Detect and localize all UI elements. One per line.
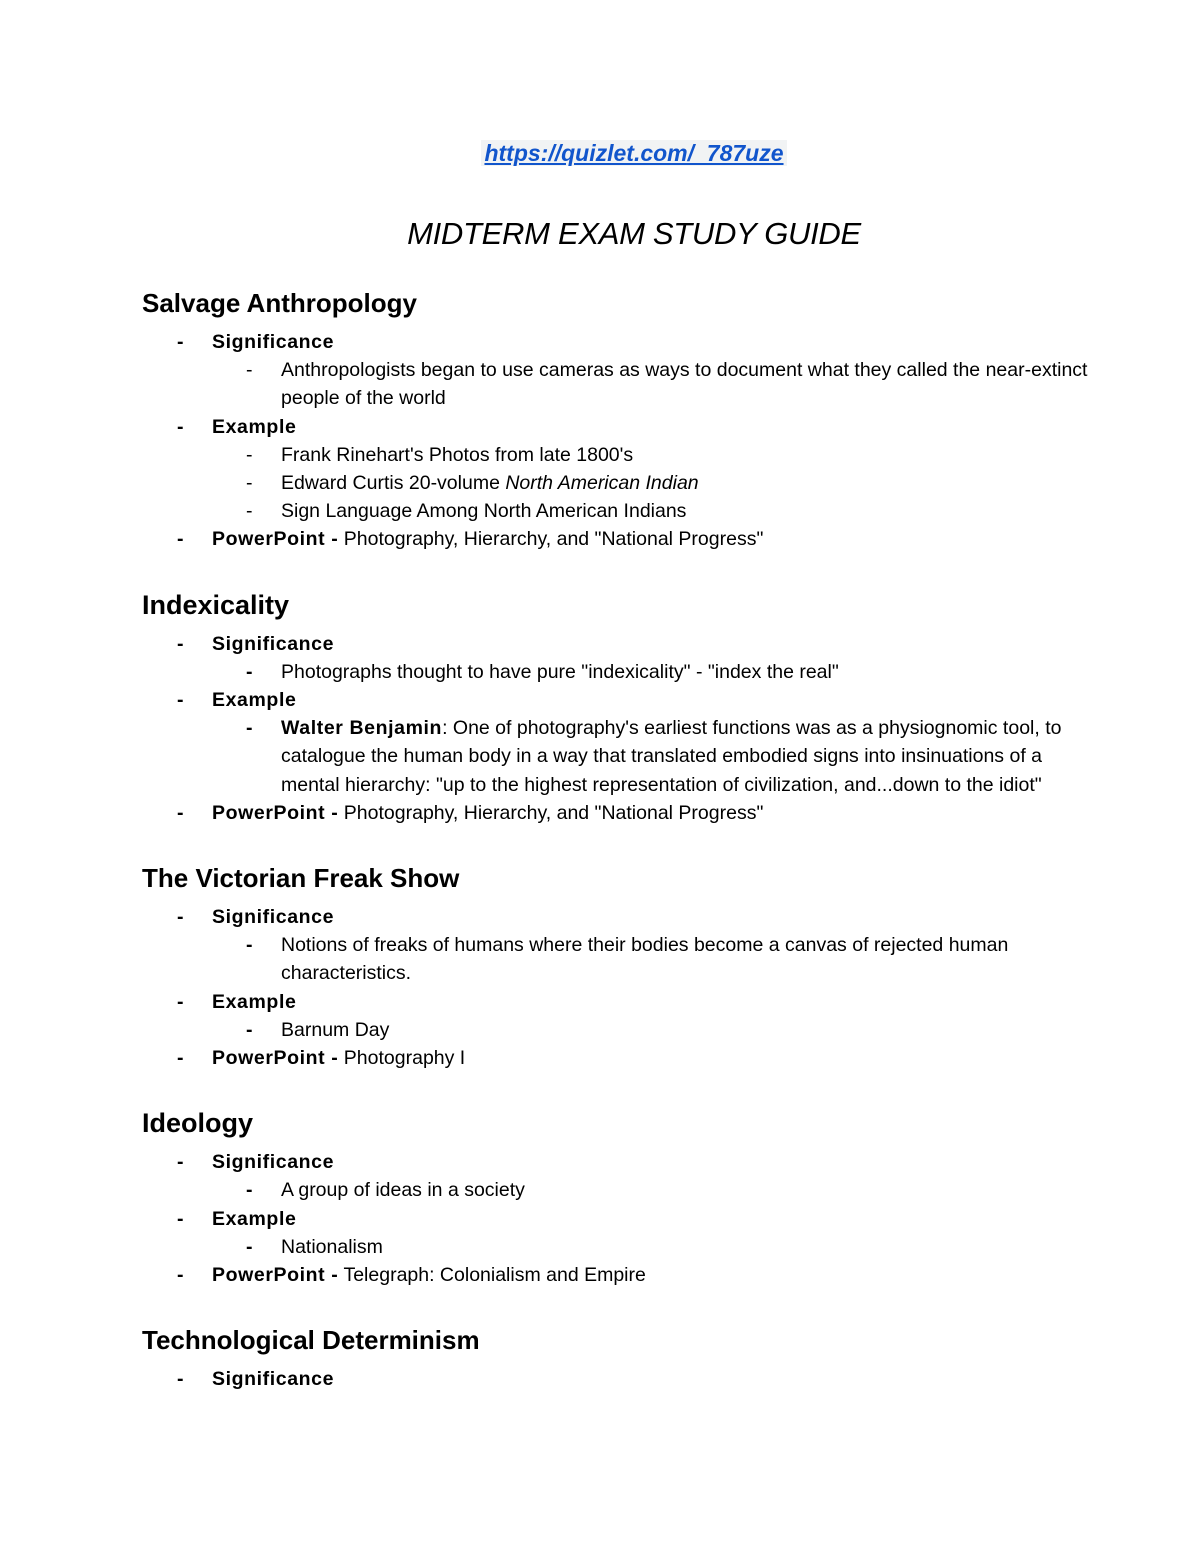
section-heading: Ideology xyxy=(142,1108,254,1139)
list-item xyxy=(142,1176,1102,1204)
list-item xyxy=(142,903,1102,931)
bullet-dash: - xyxy=(246,359,253,382)
significance-text: A group of ideas in a society xyxy=(281,1179,525,1202)
list-item xyxy=(142,630,1102,658)
powerpoint-line xyxy=(212,1261,1102,1289)
bullet-dash: - xyxy=(177,331,184,353)
significance-text: Anthropologists began to use cameras as ways to document what they called the near-extinct people of the world xyxy=(281,359,1088,410)
list-item xyxy=(142,356,1102,412)
bullet-dash: - xyxy=(246,1235,253,1258)
section-heading: Technological Determinism xyxy=(142,1325,480,1356)
list-item xyxy=(142,1044,1102,1072)
bullet-dash: - xyxy=(246,1018,253,1041)
example-text-italic: North American Indian xyxy=(505,472,699,495)
example-text: Nationalism xyxy=(281,1235,383,1258)
example-text-plain: Edward Curtis 20-volume xyxy=(281,472,506,495)
bullet-dash: - xyxy=(177,528,184,551)
example-text xyxy=(281,714,1102,799)
section-victorian-freak-show xyxy=(142,861,1102,1072)
list-item xyxy=(142,988,1102,1016)
list-item xyxy=(142,1016,1102,1044)
example-text xyxy=(281,469,1102,497)
section-heading: Salvage Anthropology xyxy=(142,288,417,318)
powerpoint-label: PowerPoint - xyxy=(212,801,339,824)
powerpoint-label: PowerPoint - xyxy=(212,1264,339,1287)
powerpoint-text: Photography, Hierarchy, and "National Progress" xyxy=(343,528,764,551)
list-item xyxy=(142,714,1102,799)
bullet-dash: - xyxy=(246,472,253,495)
powerpoint-label: PowerPoint - xyxy=(212,528,339,551)
bullet-dash: - xyxy=(177,801,184,824)
bullet-dash: - xyxy=(177,1207,184,1230)
list-item xyxy=(142,497,1102,525)
page-title: MIDTERM EXAM STUDY GUIDE xyxy=(407,216,861,251)
list-item xyxy=(142,1205,1102,1233)
bullet-dash: - xyxy=(177,1047,184,1070)
section-heading: Indexicality xyxy=(142,589,290,620)
list-item xyxy=(142,469,1102,497)
powerpoint-text: Photography I xyxy=(343,1047,466,1070)
example-label: Example xyxy=(212,990,297,1013)
bullet-dash: - xyxy=(177,632,184,655)
example-text: Barnum Day xyxy=(281,1018,390,1041)
bullet-dash: - xyxy=(246,660,253,683)
significance-label: Significance xyxy=(212,1151,335,1174)
example-label: Example xyxy=(212,415,297,438)
bullet-dash: - xyxy=(177,1151,184,1174)
list-item xyxy=(142,525,1102,553)
quizlet-link[interactable]: https://quizlet.com/_787uze xyxy=(481,140,786,166)
quizlet-link-line xyxy=(0,140,1200,167)
bullet-dash: - xyxy=(246,443,253,466)
significance-label: Significance xyxy=(212,331,335,353)
example-label: Example xyxy=(212,1207,297,1230)
bullet-dash: - xyxy=(246,500,253,523)
list-item xyxy=(142,1233,1102,1261)
section-indexicality xyxy=(142,588,1102,827)
powerpoint-text: Photography, Hierarchy, and "National Progress" xyxy=(343,801,764,824)
significance-label: Significance xyxy=(212,906,335,929)
example-text: Frank Rinehart's Photos from late 1800's xyxy=(281,443,634,466)
list-item xyxy=(142,1261,1102,1289)
section-salvage-anthropology xyxy=(142,286,1102,554)
list-item xyxy=(142,441,1102,469)
list-item xyxy=(142,686,1102,714)
list-item xyxy=(142,931,1102,987)
document-body xyxy=(142,286,1102,1427)
example-label: Example xyxy=(212,689,297,712)
section-heading: The Victorian Freak Show xyxy=(142,863,460,894)
list-item xyxy=(142,799,1102,827)
bullet-dash: - xyxy=(177,906,184,929)
section-technological-determinism xyxy=(142,1323,1102,1393)
bullet-dash: - xyxy=(177,990,184,1013)
significance-text: Photographs thought to have pure "indexicality" - "index the real" xyxy=(281,660,839,683)
list-item xyxy=(142,1148,1102,1176)
list-item xyxy=(142,328,1102,356)
powerpoint-line xyxy=(212,1044,1102,1072)
bullet-dash: - xyxy=(246,934,253,957)
example-author: Walter Benjamin xyxy=(281,717,443,740)
bullet-dash: - xyxy=(246,1179,253,1202)
powerpoint-label: PowerPoint - xyxy=(212,1047,339,1070)
powerpoint-line xyxy=(212,799,1102,827)
section-ideology xyxy=(142,1106,1102,1289)
example-quote: : One of photography's earliest functions was as a physiognomic tool, to catalogue the human body in a way that translated embodied signs into insinuations of a mental hierarchy: "up to the highest representation of civilization, and...down to the idiot" xyxy=(281,717,1062,796)
significance-label: Significance xyxy=(212,632,335,655)
bullet-dash: - xyxy=(246,717,253,740)
list-item xyxy=(142,413,1102,441)
bullet-dash: - xyxy=(177,1264,184,1287)
list-item xyxy=(142,1365,1102,1393)
powerpoint-text: Telegraph: Colonialism and Empire xyxy=(343,1264,646,1287)
bullet-dash: - xyxy=(177,689,184,712)
list-item xyxy=(142,658,1102,686)
bullet-dash: - xyxy=(177,1368,184,1391)
significance-label: Significance xyxy=(212,1368,335,1391)
significance-text: Notions of freaks of humans where their bodies become a canvas of rejected human characteristics. xyxy=(281,934,1009,985)
powerpoint-line xyxy=(212,525,1102,553)
example-text: Sign Language Among North American Indians xyxy=(281,500,687,523)
bullet-dash: - xyxy=(177,415,184,438)
